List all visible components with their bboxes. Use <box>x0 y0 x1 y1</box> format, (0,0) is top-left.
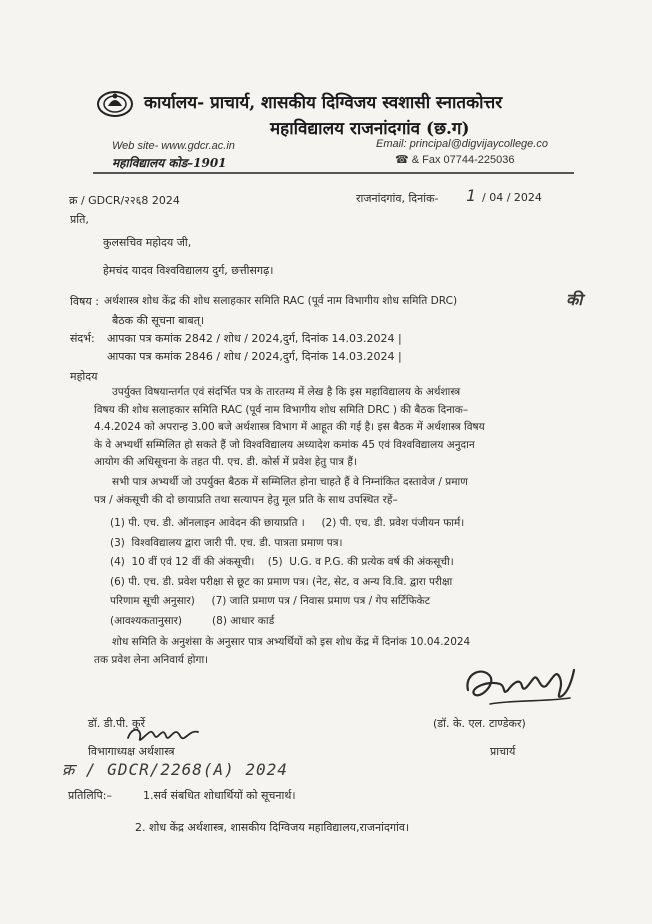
list-item: (6) पी. एच. डी. प्रवेश परीक्षा से छूट का प्रमाण पत्र। (नेट, सेट, व अन्य वि.वि. द्वारा परीक्षा <box>110 575 453 588</box>
document-list <box>110 514 580 631</box>
college-emblem-icon <box>96 88 134 118</box>
subject-line1: अर्थशास्त्र शोध केंद्र की शोध सलाहकार समिति RAC (पूर्व नाम विभागीय शोध समिति DRC) <box>104 295 458 307</box>
body-paragraph-1 <box>94 384 577 472</box>
prati-label: प्रति, <box>70 213 89 226</box>
paragraph-line: 4.4.2024 को अपरान्ह 3.00 बजे अर्थशास्त्र विभाग में आहूत की गई है। इस बैठक में अर्थशास्त्र विषय <box>94 421 485 433</box>
website: Web site- www.gdcr.ac.in <box>112 140 235 152</box>
principal-name: (डॉ. के. एल. टाण्डेकर) <box>433 717 526 730</box>
subject-handwritten-ki: की <box>566 290 583 309</box>
college-name-line1: कार्यालय- प्राचार्य, शासकीय दिग्विजय स्वशासी स्नातकोत्तर <box>144 93 503 113</box>
phone-fax: ☎ & Fax 07744-225036 <box>395 154 515 166</box>
list-item: परिणाम सूची अनुसार) (7) जाति प्रमाण पत्र / निवास प्रमाण पत्र / गेप सर्टिफिकेट <box>110 595 431 607</box>
copy-item-2: 2. शोध केंद्र अर्थशास्त्र, शासकीय दिग्विजय महाविद्यालय,राजनांदगांव। <box>135 821 410 834</box>
copy-handwritten-ref: क्र / GDCR/2268(A) 2024 <box>62 760 288 779</box>
list-item: (4) 10 वीं एवं 12 वीं की अंकसूची। (5) U.G. व P.G. की प्रत्येक वर्ष की अंकसूची। <box>110 556 454 568</box>
principal-title: प्राचार्य <box>490 745 516 758</box>
reference-1: आपका पत्र कमांक 2842 / शोध / 2024,दुर्ग, दिनांक 14.03.2024 | <box>107 332 402 345</box>
addressee-line2: हेमचंद यादव विश्वविद्यालय दुर्ग, छत्तीसगढ़। <box>103 264 274 277</box>
list-item: (3) विश्वविद्यालय द्वारा जारी पी. एच. डी. पात्रता प्रमाण पत्र। <box>110 536 343 549</box>
copy-item-1: 1.सर्व संबधित शोधार्थियों को सूचनार्थ। <box>143 789 296 802</box>
place-date-label: राजनांदगांव, दिनांक- <box>356 192 439 205</box>
date-month-year: / 04 / 2024 <box>482 191 542 204</box>
paragraph-line: सभी पात्र अभ्यर्थी जो उपर्युक्त बैठक में सम्मिलित होना चाहते हैं वे निम्नांकित दस्तावेज / प्रमाण <box>112 476 468 488</box>
email: Email: principal@digvijaycollege.co <box>376 138 548 150</box>
date-handwritten: 1 <box>466 186 476 205</box>
body-paragraph-2 <box>94 474 577 509</box>
paragraph-line: उपर्युक्त विषयान्तर्गत एवं संदर्भित पत्र के तारतम्य में लेख है कि इस महाविद्यालय के अर्थशास्त्र <box>112 386 461 398</box>
reference-2: आपका पत्र कमांक 2846 / शोध / 2024,दुर्ग, दिनांक 14.03.2024 | <box>107 350 402 363</box>
hod-title: विभागाध्यक्ष अर्थशास्त्र <box>88 745 175 758</box>
reference-number: क्र / GDCR/२२६8 2024 <box>69 194 180 207</box>
copy-label: प्रतिलिपि:– <box>68 789 112 802</box>
addressee-line1: कुलसचिव महोदय जी, <box>103 236 192 249</box>
references-label: संदर्भ: <box>70 332 95 345</box>
list-item: (आवश्यकतानुसार) (8) आधार कार्ड <box>110 614 275 627</box>
subject-label: विषय : <box>70 295 99 308</box>
header-divider <box>93 172 574 174</box>
paragraph-line: पत्र / अंकसूची की दो छायाप्रति तथा सत्यापन हेतु मूल प्रति के साथ उपस्थित रहें– <box>94 493 398 506</box>
paragraph-line: के वे अभ्यर्थी सम्मिलित हो सकते हैं जो विश्वविद्यालय अध्यादेश कमांक 45 एवं विश्वविद्यालय अनुदान <box>94 438 475 451</box>
hod-name: डॉ. डी.पी. कुर्रे <box>88 717 145 730</box>
paragraph-line: आयोग की अधिसूचना के तहत पी. एच. डी. कोर्स में प्रवेश हेतु पात्र हैं। <box>94 456 357 468</box>
paragraph-line: तक प्रवेश लेना अनिवार्य होगा। <box>94 653 209 666</box>
college-name-line2: महाविद्यालय राजनांदगांव (छ.ग) <box>270 119 470 139</box>
salutation: महोदय <box>70 370 98 383</box>
subject-line2: बैठक की सूचना बाबत्। <box>112 314 205 327</box>
college-code: महाविद्यालय कोड–1901 <box>112 156 227 170</box>
paragraph-line: विषय की शोध सलाहकार समिति RAC (पूर्व नाम विभागीय शोध समिति DRC ) की बैठक दिनाक– <box>94 403 469 416</box>
principal-signature <box>460 660 580 722</box>
paragraph-line: शोध समिति के अनुशंसा के अनुसार पात्र अभ्यर्थियों को इस शोध केंद्र में दिनांक 10.04.2024 <box>112 636 471 648</box>
list-item: (1) पी. एच. डी. ऑनलाइन आवेदन की छायाप्रति । (2) पी. एच. डी. प्रवेश पंजीयन फार्म। <box>110 517 465 529</box>
